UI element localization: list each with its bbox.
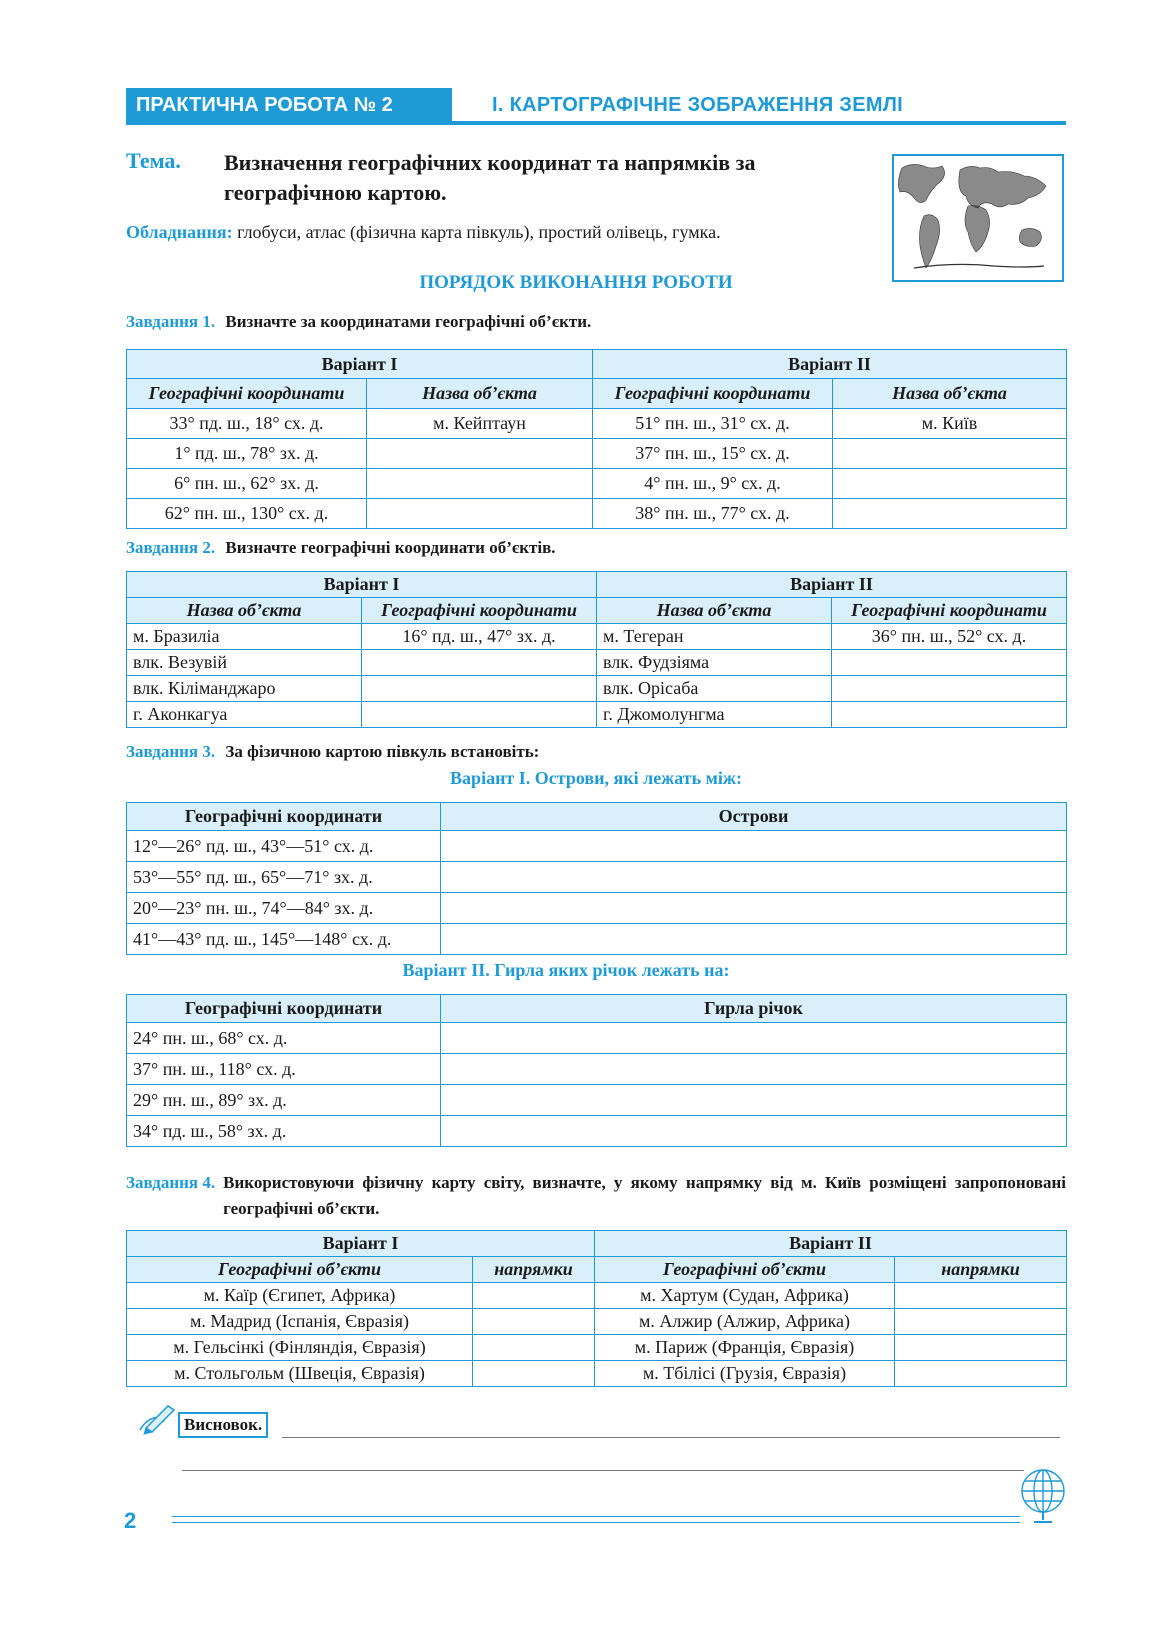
answer-cell[interactable] [362, 650, 597, 676]
task3-v2-col-coords: Географічні координати [127, 995, 441, 1023]
answer-cell[interactable] [832, 650, 1067, 676]
answer-cell[interactable] [367, 439, 593, 469]
table-row [127, 862, 1067, 893]
coords-cell: 34° пд. ш., 58° зх. д. [127, 1116, 441, 1147]
task4-variant1-header: Варіант І [127, 1231, 595, 1257]
task1-label: Завдання 1. [126, 312, 216, 331]
task4-heading-row [126, 1170, 1066, 1222]
table-row [127, 1116, 1067, 1147]
answer-cell[interactable] [895, 1335, 1067, 1361]
table-row [127, 1309, 1067, 1335]
object-cell: г. Аконкагуа [127, 702, 362, 728]
world-map-icon [894, 156, 1062, 280]
equipment-line [126, 222, 721, 243]
task4-heading [126, 1170, 1066, 1222]
coords-cell: 37° пн. ш., 118° сх. д. [127, 1054, 441, 1085]
task3-heading [126, 742, 539, 762]
table-row [127, 893, 1067, 924]
task3-v2-col-rivers: Гирла річок [441, 995, 1067, 1023]
task3-variant1-title: Варіант І. Острови, які лежать між: [450, 768, 742, 788]
task4-table [126, 1230, 1067, 1387]
table-row [127, 924, 1067, 955]
table-row [127, 1023, 1067, 1054]
answer-cell[interactable] [362, 676, 597, 702]
task2-col-name-2: Назва об’єкта [597, 598, 832, 624]
object-cell: м. Хартум (Судан, Африка) [595, 1283, 895, 1309]
coords-cell: 12°—26° пд. ш., 43°—51° сх. д. [127, 831, 441, 862]
footer-rule-1 [172, 1516, 1020, 1517]
pen-icon [134, 1400, 178, 1436]
answer-cell[interactable]: 16° пд. ш., 47° зх. д. [362, 624, 597, 650]
table-row [127, 409, 1067, 439]
object-cell: г. Джомолунгма [597, 702, 832, 728]
answer-cell[interactable]: м. Кейптаун [367, 409, 593, 439]
coords-cell: 33° пд. ш., 18° сх. д. [127, 409, 367, 439]
task4-col-dir-1: напрямки [473, 1257, 595, 1283]
coords-cell: 38° пн. ш., 77° сх. д. [593, 499, 833, 529]
task4-col-objects-1: Географічні об’єкти [127, 1257, 473, 1283]
conclusion-label: Висновок. [178, 1412, 268, 1438]
table-row [127, 1335, 1067, 1361]
coords-cell: 62° пн. ш., 130° сх. д. [127, 499, 367, 529]
answer-cell[interactable] [441, 924, 1067, 955]
task2-variant2-header: Варіант ІІ [597, 572, 1067, 598]
answer-cell[interactable] [441, 1085, 1067, 1116]
object-cell: м. Париж (Франція, Євразія) [595, 1335, 895, 1361]
object-cell: м. Тегеран [597, 624, 832, 650]
task1-col-coords-1: Географічні координати [127, 379, 367, 409]
page-number: 2 [124, 1508, 137, 1533]
answer-cell[interactable] [473, 1361, 595, 1387]
answer-cell[interactable] [362, 702, 597, 728]
task2-heading [126, 538, 556, 558]
answer-cell[interactable] [473, 1309, 595, 1335]
task1-col-name-2: Назва об’єкта [833, 379, 1067, 409]
task1-heading [126, 312, 591, 332]
table-row [127, 676, 1067, 702]
table-row [127, 650, 1067, 676]
task3-v1-col-coords: Географічні координати [127, 803, 441, 831]
coords-cell: 53°—55° пд. ш., 65°—71° зх. д. [127, 862, 441, 893]
answer-cell[interactable] [473, 1283, 595, 1309]
task4-col-objects-2: Географічні об’єкти [595, 1257, 895, 1283]
conclusion-line-2[interactable] [182, 1470, 1024, 1471]
object-cell: м. Гельсінкі (Фінляндія, Євразія) [127, 1335, 473, 1361]
conclusion-line-1[interactable] [282, 1437, 1060, 1438]
answer-cell[interactable] [833, 499, 1067, 529]
table-row [127, 1283, 1067, 1309]
task2-label: Завдання 2. [126, 538, 216, 557]
object-cell: м. Каїр (Єгипет, Африка) [127, 1283, 473, 1309]
task1-col-name-1: Назва об’єкта [367, 379, 593, 409]
object-cell: влк. Везувій [127, 650, 362, 676]
task4-variant2-header: Варіант ІІ [595, 1231, 1067, 1257]
task3-variant2-table [126, 994, 1067, 1147]
task3-variant1-table [126, 802, 1067, 955]
task2-variant1-header: Варіант І [127, 572, 597, 598]
procedure-title: ПОРЯДОК ВИКОНАННЯ РОБОТИ [419, 272, 733, 293]
coords-cell: 6° пн. ш., 62° зх. д. [127, 469, 367, 499]
answer-cell[interactable] [367, 499, 593, 529]
object-cell: м. Алжир (Алжир, Африка) [595, 1309, 895, 1335]
coords-cell: 4° пн. ш., 9° сх. д. [593, 469, 833, 499]
task2-col-name-1: Назва об’єкта [127, 598, 362, 624]
object-cell: м. Стольгольм (Швеція, Євразія) [127, 1361, 473, 1387]
answer-cell[interactable] [441, 893, 1067, 924]
answer-cell[interactable] [473, 1335, 595, 1361]
theme-label: Тема. [126, 148, 181, 173]
answer-cell[interactable] [441, 1116, 1067, 1147]
answer-cell[interactable] [367, 469, 593, 499]
answer-cell[interactable] [441, 1023, 1067, 1054]
answer-cell[interactable] [832, 702, 1067, 728]
task3-label: Завдання 3. [126, 742, 216, 761]
table-row [127, 624, 1067, 650]
object-cell: влк. Кіліманджаро [127, 676, 362, 702]
globe-icon [1018, 1468, 1068, 1526]
task1-table [126, 349, 1067, 529]
answer-cell[interactable] [832, 676, 1067, 702]
task1-col-coords-2: Географічні координати [593, 379, 833, 409]
task1-text: Визначте за координатами географічні об’єкти. [225, 312, 592, 331]
answer-cell[interactable] [833, 469, 1067, 499]
coords-cell: 37° пн. ш., 15° сх. д. [593, 439, 833, 469]
task2-col-coords-2: Географічні координати [832, 598, 1067, 624]
coords-cell: 24° пн. ш., 68° сх. д. [127, 1023, 441, 1054]
equipment-text: глобуси, атлас (фізична карта півкуль), простий олівець, гумка. [237, 222, 721, 242]
object-cell: влк. Орісаба [597, 676, 832, 702]
task1-variant2-header: Варіант ІІ [593, 350, 1067, 379]
task2-col-coords-1: Географічні координати [362, 598, 597, 624]
task3-variant2-title: Варіант ІІ. Гирла яких річок лежать на: [402, 960, 730, 980]
table-row [127, 1085, 1067, 1116]
object-cell: м. Тбілісі (Грузія, Євразія) [595, 1361, 895, 1387]
answer-cell[interactable]: 36° пн. ш., 52° сх. д. [832, 624, 1067, 650]
task2-table [126, 571, 1067, 728]
answer-cell[interactable] [895, 1361, 1067, 1387]
section-title: І. КАРТОГРАФІЧНЕ ЗОБРАЖЕННЯ ЗЕМЛІ [492, 94, 904, 116]
table-row [127, 702, 1067, 728]
task3-text: За фізичною картою півкуль встановіть: [225, 742, 540, 761]
object-cell: м. Бразиліа [127, 624, 362, 650]
answer-cell[interactable] [441, 1054, 1067, 1085]
answer-cell[interactable] [441, 862, 1067, 893]
coords-cell: 1° пд. ш., 78° зх. д. [127, 439, 367, 469]
table-row [127, 831, 1067, 862]
table-row [127, 1361, 1067, 1387]
table-row [127, 439, 1067, 469]
task3-v1-col-islands: Острови [441, 803, 1067, 831]
coords-cell: 51° пн. ш., 31° сх. д. [593, 409, 833, 439]
answer-cell[interactable] [833, 439, 1067, 469]
theme-text: Визначення географічних координат та напрямків за географічною картою. [224, 150, 756, 205]
object-cell: влк. Фудзіяма [597, 650, 832, 676]
coords-cell: 20°—23° пн. ш., 74°—84° зх. д. [127, 893, 441, 924]
coords-cell: 29° пн. ш., 89° зх. д. [127, 1085, 441, 1116]
world-map-image [892, 154, 1064, 282]
task4-label: Завдання 4. [126, 1173, 216, 1192]
practical-work-badge: ПРАКТИЧНА РОБОТА № 2 [126, 88, 452, 122]
task4-text: Використовуючи фізичну карту світу, визначте, у якому напрямку від м. Київ розміщені запропоновані географічні об’єкти. [223, 1173, 1066, 1218]
header-rule [126, 121, 1066, 125]
answer-cell[interactable] [895, 1283, 1067, 1309]
table-row [127, 1054, 1067, 1085]
answer-cell[interactable] [895, 1309, 1067, 1335]
coords-cell: 41°—43° пд. ш., 145°—148° сх. д. [127, 924, 441, 955]
task4-col-dir-2: напрямки [895, 1257, 1067, 1283]
table-row [127, 469, 1067, 499]
object-cell: м. Мадрид (Іспанія, Євразія) [127, 1309, 473, 1335]
task1-variant1-header: Варіант І [127, 350, 593, 379]
table-row [127, 499, 1067, 529]
answer-cell[interactable]: м. Київ [833, 409, 1067, 439]
task2-text: Визначте географічні координати об’єктів. [225, 538, 556, 557]
footer-rule-2 [172, 1522, 1020, 1523]
equipment-label: Обладнання: [126, 222, 233, 242]
answer-cell[interactable] [441, 831, 1067, 862]
